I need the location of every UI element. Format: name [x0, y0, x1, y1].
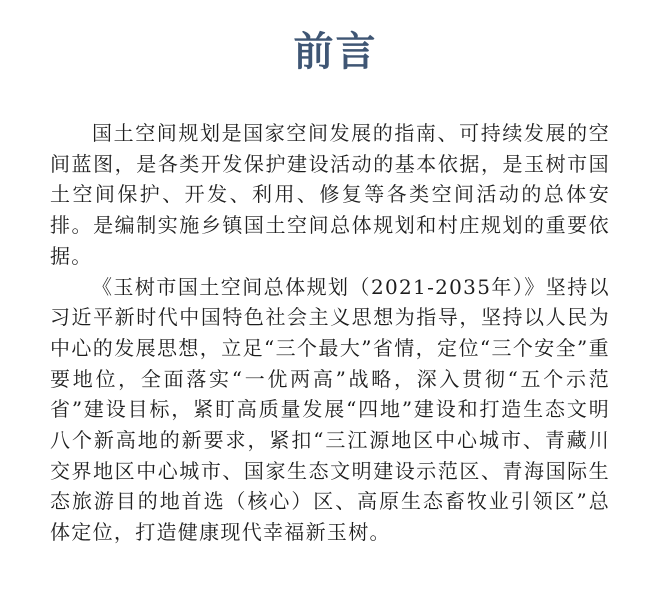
paragraph-1: 国土空间规划是国家空间发展的指南、可持续发展的空间蓝图，是各类开发保护建设活动的基本依据，是玉树市国土空间保护、开发、利用、修复等各类空间活动的总体安排。是编制实施乡镇国土空间总体规划和村庄规划的重要依据。: [50, 121, 610, 268]
preface-body: [50, 118, 610, 548]
paragraph-2: 《玉树市国土空间总体规划（2021-2035年）》坚持以习近平新时代中国特色社会主义思想为指导，坚持以人民为中心的发展思想，立足“三个最大”省情，定位“三个安全”重要地位，全面落实“一优两高”战略，深入贯彻“五个示范省”建设目标，紧盯高质量发展“四地”建设和打造生态文明八个新高地的新要求，紧扣“三江源地区中心城市、青藏川交界地区中心城市、国家生态文明建设示范区、青海国际生态旅游目的地首选（核心）区、高原生态畜牧业引领区”总体定位，打造健康现代幸福新玉树。: [50, 274, 610, 545]
page-title: 前言: [293, 29, 378, 75]
